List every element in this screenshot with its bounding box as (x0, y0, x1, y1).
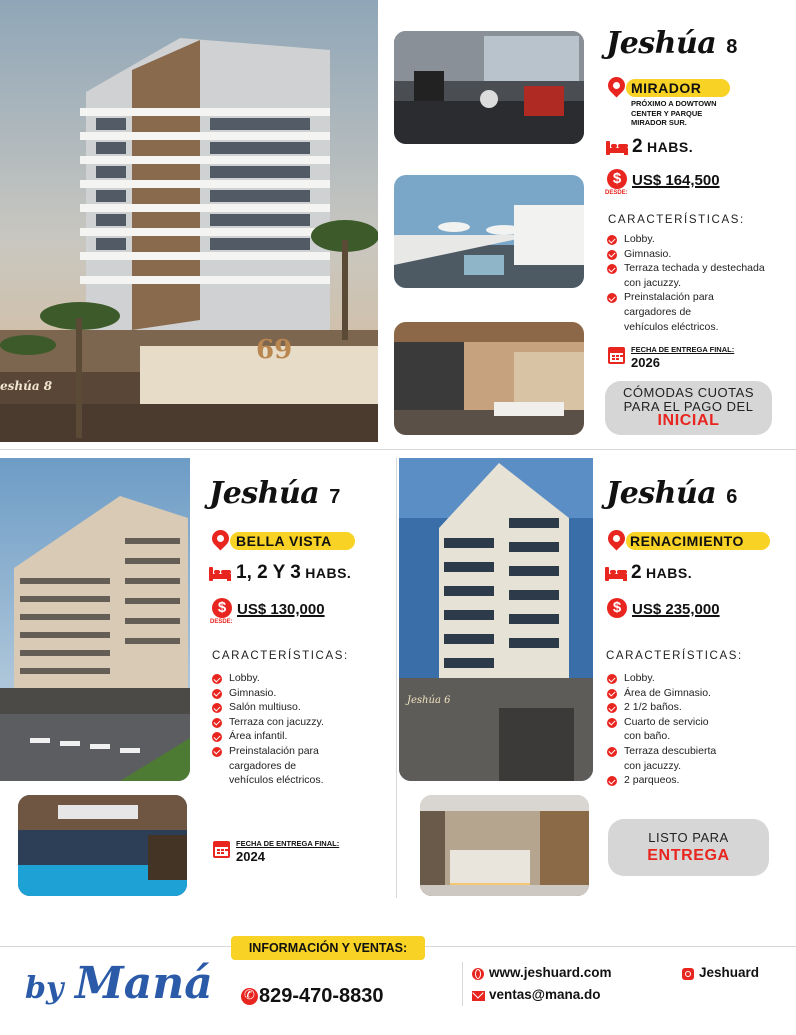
jeshua8-terrace-photo (394, 175, 584, 288)
feature-item (607, 773, 742, 788)
bed-icon (605, 567, 627, 581)
feature-text: 2 1/2 baños. (624, 701, 682, 714)
column-divider (396, 458, 397, 898)
jeshua8-desde: DESDE: (605, 190, 628, 196)
jeshua8-rooms-unit: HABS. (647, 139, 694, 155)
location-pin-icon (208, 526, 232, 550)
footer-column-divider (462, 962, 463, 1006)
check-icon (607, 718, 617, 728)
feature-item (607, 247, 767, 262)
feature-item (212, 715, 362, 730)
jeshua6-cta-box (608, 819, 769, 876)
jeshua8-note-line: CENTER Y PARQUE (631, 108, 703, 118)
jeshua7-location-badge (230, 532, 355, 550)
jeshua8-rooms (632, 136, 693, 158)
jeshua8-price: US$ 164,500 (632, 172, 720, 189)
jeshua8-cta-box (605, 381, 772, 435)
jeshua6-title (606, 476, 737, 511)
jeshua8-lobby-photo (394, 322, 584, 435)
feature-item (607, 700, 742, 715)
jeshua8-features-title: CARACTERÍSTICAS: (608, 214, 745, 226)
feature-text: Área infantil. (229, 730, 288, 743)
brand-by: by (25, 971, 64, 1006)
check-icon (607, 293, 617, 303)
jeshua7-building-photo (0, 458, 190, 781)
jeshua6-building-photo (399, 458, 593, 781)
jeshua6-location-badge (626, 532, 770, 550)
feature-text: Terraza techada y destechada con jacuzzy. (624, 262, 765, 289)
feature-item (212, 700, 362, 715)
feature-text: Lobby. (624, 233, 655, 245)
jeshua8-building-sign: eshúa 8 (0, 379, 53, 393)
jeshua6-rooms (631, 562, 692, 584)
check-icon (212, 689, 222, 699)
dollar-icon: $ (607, 598, 627, 618)
phone-number[interactable]: 829-470-8830 (259, 985, 384, 1007)
feature-text: Gimnasio. (624, 247, 672, 260)
check-icon (607, 264, 617, 274)
jeshua7-rooms (236, 562, 351, 584)
info-sales-badge (231, 936, 425, 960)
calendar-icon (608, 347, 625, 364)
jeshua8-note-line: PRÓXIMO A DOWTOWN (631, 99, 717, 108)
check-icon (212, 747, 222, 757)
cta-line: LISTO PARA (648, 830, 729, 845)
jeshua8-cta-highlight: INICIAL (657, 412, 720, 429)
feature-text: Salón multiuso. (229, 701, 301, 714)
feature-item (607, 686, 742, 701)
check-icon (212, 703, 222, 713)
brand-logo (25, 958, 213, 1009)
jeshua8-title-number: 8 (726, 36, 737, 58)
feature-text: Gimnasio. (229, 686, 277, 699)
jeshua6-cta-highlight: ENTREGA (647, 847, 730, 864)
feature-text: Cuarto de servicio con baño. (624, 715, 709, 743)
feature-text: Preinstalación para cargadores de vehículos eléctricos. (229, 744, 324, 787)
jeshua7-features-title: CARACTERÍSTICAS: (212, 650, 349, 662)
jeshua7-location: BELLA VISTA (236, 533, 332, 549)
jeshua8-features-list (607, 232, 767, 334)
jeshua7-title-number: 7 (329, 486, 340, 508)
jeshua6-price: US$ 235,000 (632, 601, 720, 618)
check-icon (607, 703, 617, 713)
jeshua8-gym-photo (394, 31, 584, 144)
jeshua8-title (606, 26, 737, 61)
feature-text: Terraza con jacuzzy. (229, 715, 324, 728)
check-icon (212, 732, 222, 742)
feature-text: Área de Gimnasio. (624, 686, 711, 699)
jeshua7-title-word: Jeshúa (209, 476, 320, 511)
jeshua8-note-line: MIRADOR SUR. (631, 118, 687, 127)
jeshua6-building-sign: Jeshúa 6 (407, 695, 451, 706)
jeshua8-building-photo (0, 0, 378, 442)
jeshua6-features-title: CARACTERÍSTICAS: (606, 650, 743, 662)
jeshua8-location-badge (626, 79, 730, 97)
feature-item (212, 744, 342, 788)
jeshua7-title (209, 476, 340, 511)
check-icon (607, 776, 617, 786)
jeshua6-lobby-photo (420, 795, 589, 896)
jeshua6-features-list (607, 671, 742, 788)
feature-item (607, 671, 742, 686)
cta-line: CÓMODAS CUOTAS (623, 385, 754, 400)
feature-item (607, 744, 732, 773)
check-icon (607, 747, 617, 757)
jeshua7-pool-photo (18, 795, 187, 896)
jeshua7-desde: DESDE: (210, 619, 233, 625)
feature-item (607, 715, 722, 744)
mail-icon (472, 991, 485, 1001)
feature-item (607, 232, 767, 247)
email-link[interactable]: ventas@mana.do (489, 987, 601, 1002)
feature-item (212, 686, 362, 701)
jeshua8-rooms-num: 2 (632, 136, 643, 157)
check-icon (607, 235, 617, 245)
jeshua7-delivery-year: 2024 (236, 849, 265, 864)
feature-text: Lobby. (229, 672, 260, 684)
jeshua7-features-list (212, 671, 362, 788)
feature-text: Preinstalación para cargadores de vehículos eléctricos. (624, 291, 719, 333)
jeshua6-rooms-num: 2 (631, 562, 642, 583)
info-sales-label: INFORMACIÓN Y VENTAS: (248, 941, 408, 955)
jeshua8-location: MIRADOR (631, 80, 702, 96)
jeshua6-title-word: Jeshúa (606, 476, 717, 511)
jeshua7-price: US$ 130,000 (237, 601, 325, 618)
dollar-icon: $ (607, 169, 627, 189)
bed-icon (606, 141, 628, 155)
check-icon (212, 718, 222, 728)
brand-name: Maná (75, 958, 213, 1009)
jeshua8-building-number: 69 (256, 335, 293, 365)
jeshua7-rooms-num: 1, 2 Y 3 (236, 562, 301, 583)
jeshua6-title-number: 6 (726, 486, 737, 508)
website-link[interactable]: www.jeshuard.com (489, 965, 612, 980)
globe-icon (472, 968, 484, 980)
jeshua6-location: RENACIMIENTO (630, 533, 744, 549)
feature-item (212, 671, 362, 686)
feature-text: Terraza descubierta con jacuzzy. (624, 744, 717, 772)
jeshua8-delivery-year: 2026 (631, 355, 660, 370)
calendar-icon (213, 841, 230, 858)
location-pin-icon (604, 73, 628, 97)
jeshua8-delivery-label: FECHA DE ENTREGA FINAL: (631, 345, 735, 354)
feature-text: 2 parqueos. (624, 774, 680, 787)
bed-icon (209, 567, 231, 581)
instagram-handle[interactable]: Jeshuard (699, 965, 760, 980)
section-divider (0, 449, 796, 450)
feature-text: Lobby. (624, 672, 655, 684)
jeshua7-delivery-label: FECHA DE ENTREGA FINAL: (236, 839, 340, 848)
check-icon (607, 250, 617, 260)
cta-line: PARA EL PAGO DEL (623, 399, 754, 414)
jeshua7-rooms-unit: HABS. (305, 565, 352, 581)
check-icon (212, 674, 222, 684)
jeshua6-rooms-unit: HABS. (646, 565, 693, 581)
instagram-icon (682, 968, 694, 980)
phone-icon (241, 988, 258, 1005)
location-pin-icon (604, 526, 628, 550)
dollar-icon: $ (212, 598, 232, 618)
feature-item (607, 261, 767, 290)
feature-item (607, 290, 732, 334)
jeshua8-location-note (631, 99, 717, 128)
check-icon (607, 689, 617, 699)
feature-item (212, 729, 362, 744)
check-icon (607, 674, 617, 684)
jeshua8-title-word: Jeshúa (606, 26, 717, 61)
